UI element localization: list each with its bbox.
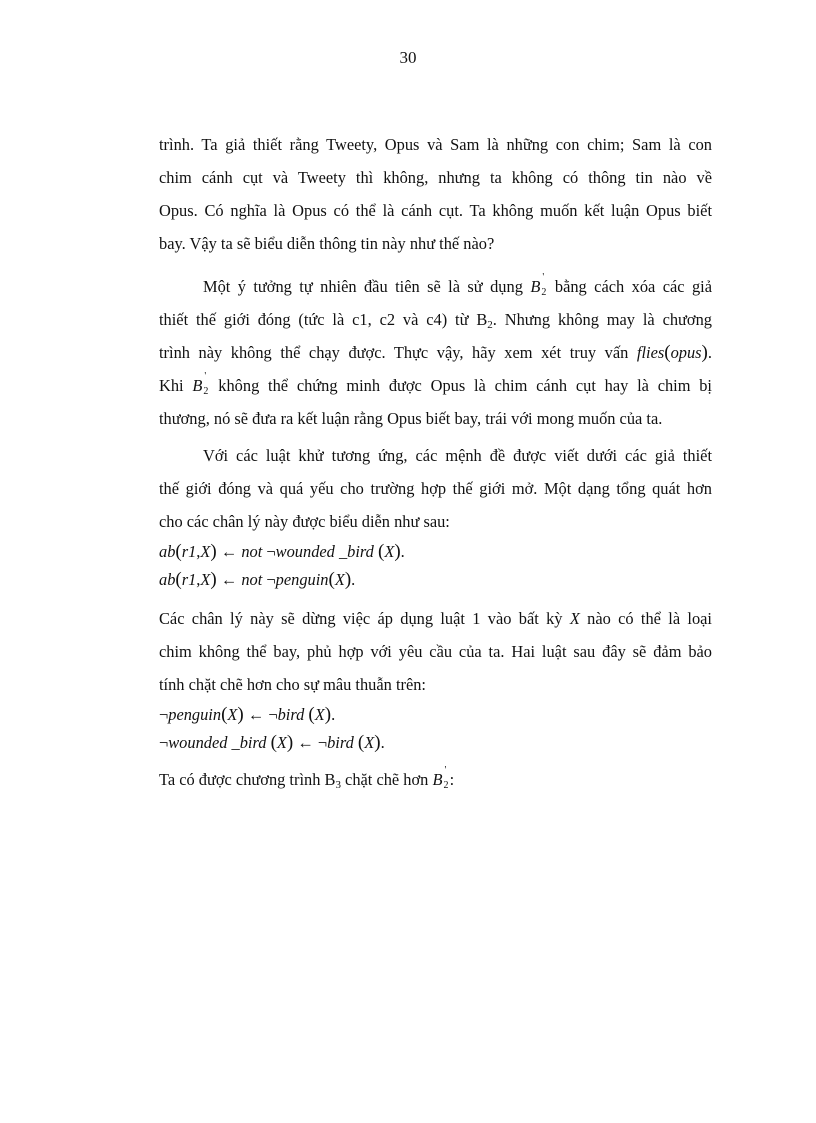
paragraph-3-line-2: thế giới đóng và quá yếu cho trường hợp thế giới mở. Một dạng tổng quát hơn bbox=[159, 479, 712, 498]
paragraph-2-line-1 bbox=[159, 270, 712, 303]
final-line: Ta có được chương trình $B_3$ chặt chẽ hơn B 2 ' : bbox=[159, 763, 712, 796]
paragraph-2-line-4: Khi B 2 ' không thể chứng minh được Opus là chim cánh cụt hay là chim bị bbox=[159, 369, 712, 402]
formula-2: ab(r1,X) ← not ¬penguin(X). bbox=[159, 569, 356, 590]
b2-prime-symbol: B 2 ' bbox=[530, 272, 547, 298]
paragraph-1-line-1: trình. Ta giả thiết rằng Tweety, Opus và Sam là những con chim; Sam là con bbox=[159, 135, 712, 154]
paragraph-4-line-2: chim không thể bay, phủ hợp với yêu cầu của ta. Hai luật sau đây sẽ đảm bảo bbox=[159, 642, 712, 661]
page-content bbox=[159, 128, 712, 796]
paragraph-1-line-3: Opus. Có nghĩa là Opus có thể là cánh cụt. Ta không muốn kết luận Opus biết bbox=[159, 201, 712, 220]
b2-prime-symbol: B 2 ' bbox=[432, 765, 449, 791]
p2-text: Một ý tưởng tự nhiên đầu tiên sẽ là sử dụng bbox=[203, 277, 523, 296]
paragraph-2-line-3: trình này không thể chạy được. Thực vậy, hãy xem xét truy vấn flies(opus). bbox=[159, 342, 712, 363]
p2-text: bằng cách xóa các giả bbox=[554, 277, 712, 296]
formula-1: ab(r1,X) ← not ¬wounded _bird (X). bbox=[159, 541, 405, 562]
paragraph-1-line-4: bay. Vậy ta sẽ biểu diễn thông tin này như thế nào? bbox=[159, 234, 495, 253]
paragraph-3-line-1: Với các luật khử tương ứng, các mệnh đề được viết dưới các giả thiết bbox=[203, 446, 712, 465]
formula-4: ¬wounded _bird (X) ← ¬bird (X). bbox=[159, 732, 385, 753]
paragraph-4-line-3: tính chặt chẽ hơn cho sự mâu thuẫn trên: bbox=[159, 675, 426, 694]
paragraph-2-line-2: thiết thế giới đóng (tức là c1, c2 và c4) từ $B_2$. Nhưng không may là chương bbox=[159, 310, 712, 331]
query-flies-opus: flies(opus). bbox=[636, 342, 712, 363]
paragraph-3-line-3: cho các chân lý này được biểu diễn như sau: bbox=[159, 512, 450, 531]
b2-prime-symbol: B 2 ' bbox=[192, 371, 209, 397]
paragraph-2-line-5: thương, nó sẽ đưa ra kết luận rằng Opus biết bay, trái với mong muốn của ta. bbox=[159, 409, 663, 428]
paragraph-1-line-2: chim cánh cụt và Tweety thì không, nhưng ta không có thông tin nào về bbox=[159, 168, 712, 187]
formula-3: ¬penguin(X) ← ¬bird (X). bbox=[159, 704, 336, 725]
page-number: 30 bbox=[399, 48, 417, 67]
paragraph-4-line-1: Các chân lý này sẽ dừng việc áp dụng luật 1 vào bất kỳ X nào có thể là loại bbox=[159, 609, 712, 628]
